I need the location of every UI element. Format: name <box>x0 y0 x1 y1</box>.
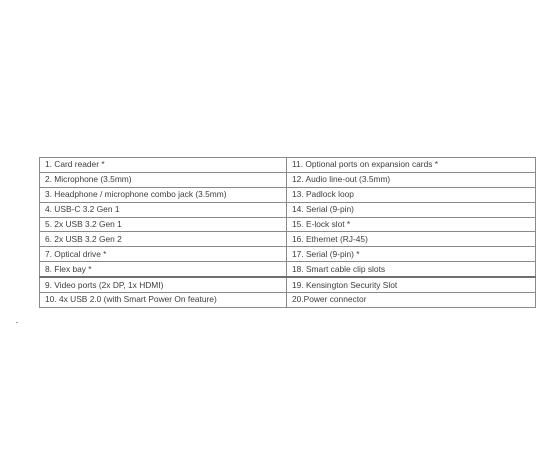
port-cell: 12. Audio line-out (3.5mm) <box>287 172 536 187</box>
port-cell: 10. 4x USB 2.0 (with Smart Power On feature) <box>40 293 287 308</box>
port-cell: 17. Serial (9-pin) * <box>287 247 536 262</box>
port-cell: 4. USB-C 3.2 Gen 1 <box>40 202 287 217</box>
port-cell: 18. Smart cable clip slots <box>287 262 536 277</box>
ports-table <box>39 157 536 308</box>
port-cell: 16. Ethernet (RJ-45) <box>287 232 536 247</box>
table-row <box>40 232 536 247</box>
port-cell: 11. Optional ports on expansion cards * <box>287 158 536 173</box>
table-row <box>40 187 536 202</box>
table-row <box>40 217 536 232</box>
port-cell: 15. E-lock slot * <box>287 217 536 232</box>
table-row <box>40 202 536 217</box>
table-row <box>40 247 536 262</box>
table-row <box>40 277 536 292</box>
port-cell: 19. Kensington Security Slot <box>287 277 536 292</box>
port-cell: 2. Microphone (3.5mm) <box>40 172 287 187</box>
port-cell: 3. Headphone / microphone combo jack (3.5mm) <box>40 187 287 202</box>
port-cell: 7. Optical drive * <box>40 247 287 262</box>
port-cell: 9. Video ports (2x DP, 1x HDMI) <box>40 277 287 292</box>
port-cell: 8. Flex bay * <box>40 262 287 277</box>
port-cell: 5. 2x USB 3.2 Gen 1 <box>40 217 287 232</box>
port-cell: 14. Serial (9-pin) <box>287 202 536 217</box>
stray-mark <box>16 322 18 323</box>
table-row <box>40 262 536 277</box>
port-cell: 20.Power connector <box>287 293 536 308</box>
table-row <box>40 172 536 187</box>
table-row <box>40 293 536 308</box>
port-cell: 13. Padlock loop <box>287 187 536 202</box>
port-cell: 6. 2x USB 3.2 Gen 2 <box>40 232 287 247</box>
table-row <box>40 158 536 173</box>
port-cell: 1. Card reader * <box>40 158 287 173</box>
ports-table-body <box>40 158 536 308</box>
